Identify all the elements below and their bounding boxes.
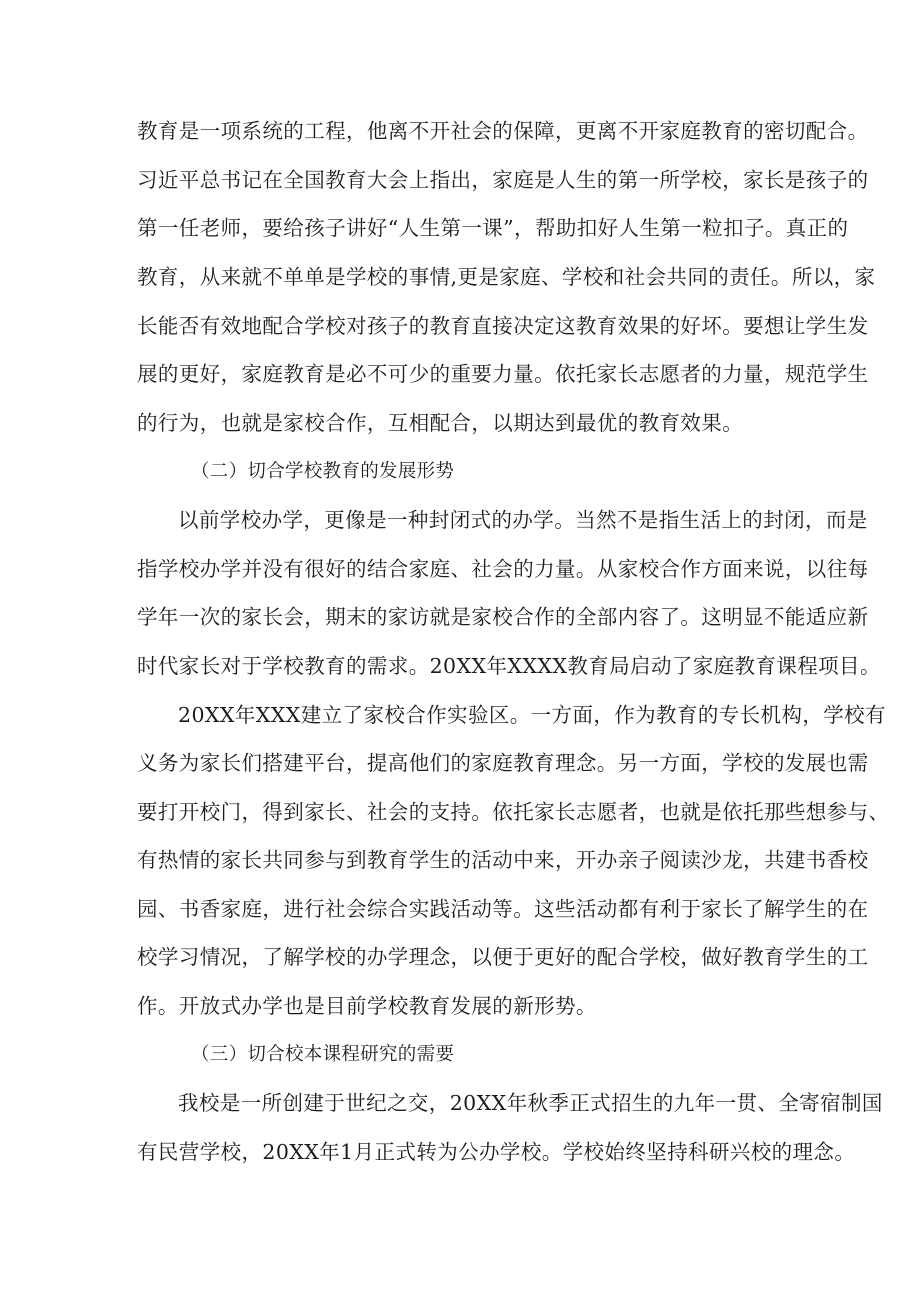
- section-heading-3: （三）切合校本课程研究的需要: [191, 1044, 455, 1065]
- paragraph-3-line-7: 作。开放式办学也是目前学校教育发展的新形势。: [137, 994, 597, 1018]
- paragraph-2-line-4: 时代家长对于学校教育的需求。20XX年XXXX教育局启动了家庭教育课程项目。: [137, 654, 881, 678]
- paragraph-3-line-5: 园、书香家庭，进行社会综合实践活动等。这些活动都有利于家长了解学生的在: [137, 897, 869, 921]
- paragraph-2-line-1: 以前学校办学，更像是一种封闭式的办学。当然不是指生活上的封闭，而是: [178, 508, 868, 532]
- paragraph-3-line-1: 20XX年XXX建立了家校合作实验区。一方面，作为教育的专长机构，学校有: [178, 703, 886, 727]
- paragraph-2-line-3: 学年一次的家长会，期末的家访就是家校合作的全部内容了。这明显不能适应新: [137, 605, 869, 629]
- paragraph-1-line-6: 展的更好，家庭教育是必不可少的重要力量。依托家长志愿者的力量，规范学生: [137, 362, 869, 386]
- paragraph-3-line-6: 校学习情况，了解学校的办学理念，以便于更好的配合学校，做好教育学生的工: [137, 945, 869, 969]
- paragraph-1-line-2: 习近平总书记在全国教育大会上指出，家庭是人生的第一所学校，家长是孩子的: [137, 168, 869, 192]
- paragraph-2-line-2: 指学校办学并没有很好的结合家庭、社会的力量。从家校合作方面来说，以往每: [137, 557, 869, 581]
- paragraph-4-line-2: 有民营学校，20XX年1月正式转为公办学校。学校始终坚持科研兴校的理念。: [137, 1140, 856, 1164]
- paragraph-4-line-1: 我校是一所创建于世纪之交，20XX年秋季正式招生的九年一贯、全寄宿制国: [178, 1091, 883, 1115]
- paragraph-1-line-4: 教育，从来就不单单是学校的事情,更是家庭、学校和社会共同的责任。所以，家: [137, 265, 876, 289]
- paragraph-1-line-3: 第一任老师，要给孩子讲好“人生第一课”，帮助扣好人生第一粒扣子。真正的: [137, 216, 849, 240]
- section-heading-2: （二）切合学校教育的发展形势: [191, 461, 455, 482]
- paragraph-1-line-1: 教育是一项系统的工程，他离不开社会的保障，更离不开家庭教育的密切配合。: [137, 119, 869, 143]
- paragraph-3-line-2: 义务为家长们搭建平台，提高他们的家庭教育理念。另一方面，学校的发展也需: [137, 751, 869, 775]
- paragraph-1-line-7: 的行为，也就是家校合作，互相配合，以期达到最优的教育效果。: [137, 411, 744, 435]
- paragraph-3-line-4: 有热情的家长共同参与到教育学生的活动中来，开办亲子阅读沙龙，共建书香校: [137, 848, 869, 872]
- paragraph-1-line-5: 长能否有效地配合学校对孩子的教育直接决定这教育效果的好坏。要想让学生发: [137, 314, 869, 338]
- paragraph-3-line-3: 要打开校门，得到家长、社会的支持。依托家长志愿者，也就是依托那些想参与、: [137, 800, 890, 824]
